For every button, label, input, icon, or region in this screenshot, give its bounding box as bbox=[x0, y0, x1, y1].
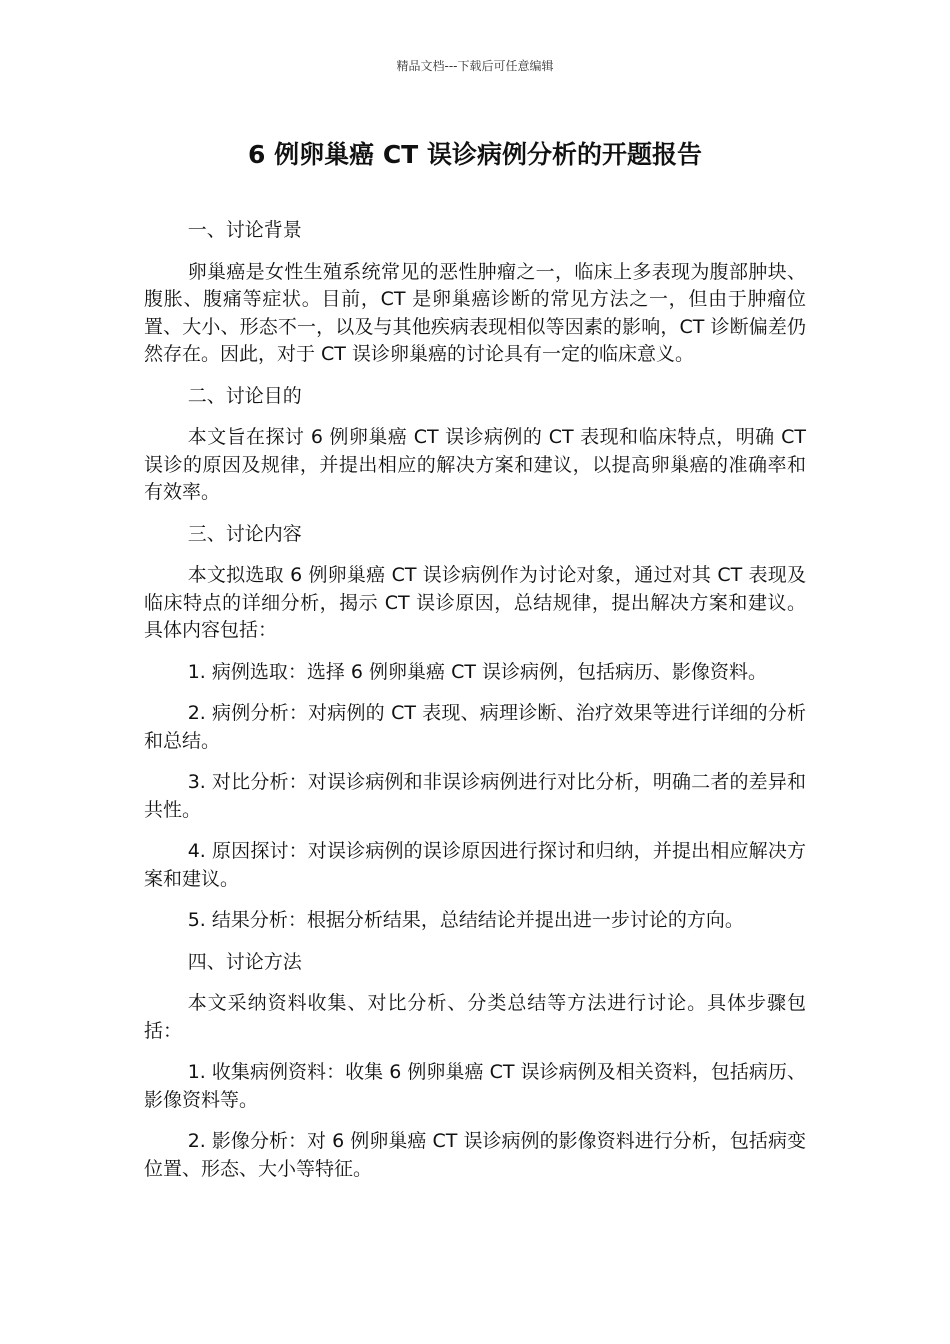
list-item-image-analysis: 2. 影像分析：对 6 例卵巢癌 CT 误诊病例的影像资料进行分析，包括病变位置、形态、大小等特征。 bbox=[144, 1130, 806, 1180]
header-note: 精品文档---下载后可任意编辑 bbox=[396, 59, 554, 73]
paragraph-background: 卵巢癌是女性生殖系统常见的恶性肿瘤之一，临床上多表现为腹部肿块、腹胀、腹痛等症状。目前，CT 是卵巢癌诊断的常见方法之一，但由于肿瘤位置、大小、形态不一，以及与其他疾病表现相似等因素的影响，CT 诊断偏差仍然存在。因此，对于 CT 误诊卵巢癌的讨论具有一定的临床意义。 bbox=[144, 260, 806, 365]
section-heading-background: 一、讨论背景 bbox=[187, 219, 302, 241]
document-title: 6 例卵巢癌 CT 误诊病例分析的开题报告 bbox=[248, 140, 702, 169]
list-item-cause-exploration: 4. 原因探讨：对误诊病例的误诊原因进行探讨和归纳，并提出相应解决方案和建议。 bbox=[144, 840, 806, 890]
section-heading-purpose: 二、讨论目的 bbox=[187, 384, 302, 407]
list-item-case-analysis: 2. 病例分析：对病例的 CT 表现、病理诊断、治疗效果等进行详细的分析和总结。 bbox=[144, 702, 806, 752]
list-item-data-collection: 1. 收集病例资料：收集 6 例卵巢癌 CT 误诊病例及相关资料，包括病历、影像资料等。 bbox=[144, 1061, 806, 1111]
list-item-case-selection: 1. 病例选取：选择 6 例卵巢癌 CT 误诊病例，包括病历、影像资料。 bbox=[187, 660, 767, 683]
paragraph-purpose: 本文旨在探讨 6 例卵巢癌 CT 误诊病例的 CT 表现和临床特点，明确 CT 误诊的原因及规律，并提出相应的解决方案和建议，以提高卵巢癌的准确率和有效率。 bbox=[144, 426, 806, 503]
list-item-result-analysis: 5. 结果分析：根据分析结果，总结结论并提出进一步讨论的方向。 bbox=[187, 909, 744, 931]
list-item-comparison: 3. 对比分析：对误诊病例和非误诊病例进行对比分析，明确二者的差异和共性。 bbox=[144, 771, 806, 821]
section-heading-method: 四、讨论方法 bbox=[187, 950, 302, 973]
section-heading-content: 三、讨论内容 bbox=[187, 522, 302, 545]
paragraph-method-intro: 本文采纳资料收集、对比分析、分类总结等方法进行讨论。具体步骤包括： bbox=[144, 992, 806, 1042]
document-body bbox=[144, 217, 806, 1197]
paragraph-content-intro: 本文拟选取 6 例卵巢癌 CT 误诊病例作为讨论对象，通过对其 CT 表现及临床特点的详细分析，揭示 CT 误诊原因，总结规律，提出解决方案和建议。具体内容包括： bbox=[144, 564, 806, 641]
